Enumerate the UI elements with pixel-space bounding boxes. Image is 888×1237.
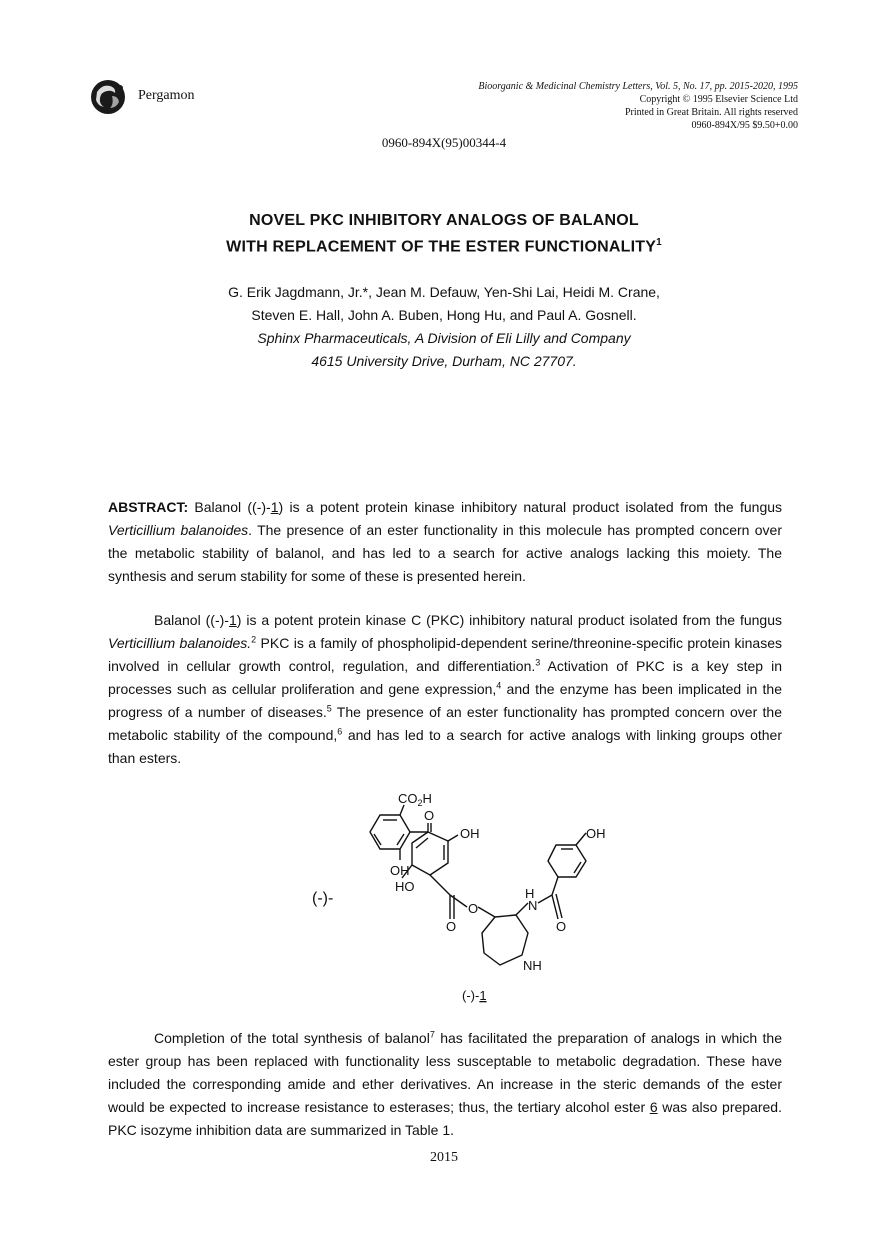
completion-text-1: Completion of the total synthesis of balanol xyxy=(154,1030,430,1046)
carbonyl-o: O xyxy=(446,919,457,934)
ho-lower: HO xyxy=(395,879,415,894)
page-number: 2015 xyxy=(430,1150,458,1165)
copyright-line: Copyright © 1995 Elsevier Science Ltd xyxy=(639,94,798,105)
author-block xyxy=(0,281,888,373)
issn-price: 0960-894X/95 $9.50+0.00 xyxy=(691,120,798,131)
intro-text-5: and the enzyme has been implicated in the progress of a number of diseases. xyxy=(108,681,782,720)
intro-text-2: ) is a potent protein kinase C (PKC) inhibitory natural product isolated from the fungus xyxy=(236,612,783,628)
intro-paragraph xyxy=(108,609,782,769)
co2h-label: $CO_2H$ xyxy=(398,791,432,808)
title-line-2-text: WITH REPLACEMENT OF THE ESTER FUNCTIONALITY xyxy=(226,238,657,256)
journal-info xyxy=(478,80,798,132)
intro-text-6: The presence of an ester functionality has prompted concern over the metabolic stability of the compound, xyxy=(108,704,782,743)
footnote-ref: 2 xyxy=(251,634,257,645)
azepane-ring xyxy=(482,915,528,965)
ester-o: O xyxy=(468,901,479,916)
amide-n: N xyxy=(528,898,538,913)
footnote-ref: 6 xyxy=(337,726,343,737)
pergamon-logo xyxy=(88,78,128,116)
footnote-ref: 7 xyxy=(429,1029,435,1040)
publisher-name: Pergamon xyxy=(138,88,195,103)
structure-prefix: (-)- xyxy=(312,890,334,907)
completion-text-3: was also prepared. PKC isozyme inhibition data are summarized in Table 1. xyxy=(108,1099,782,1138)
affiliation-line-1: Sphinx Pharmaceuticals, A Division of Eli Lilly and Company xyxy=(257,330,631,346)
intro-text-7: and has led to a search for active analogs with linking groups other than esters. xyxy=(108,727,782,766)
balanol-structure xyxy=(300,785,630,1015)
journal-citation: Bioorganic & Medicinal Chemistry Letters, Vol. 5, No. 17, pp. 2015-2020, 1995 xyxy=(478,81,798,92)
structure-caption: (-)-1 xyxy=(462,988,487,1003)
species-name: Verticillium balanoides xyxy=(108,522,249,538)
title-line-2 xyxy=(0,232,888,258)
authors-line-1: G. Erik Jagdmann, Jr.*, Jean M. Defauw, Yen-Shi Lai, Heidi M. Crane, xyxy=(228,284,660,300)
oh-left: OH xyxy=(390,863,410,878)
abstract-label: ABSTRACT: xyxy=(108,499,189,515)
phenol-oh: OH xyxy=(586,826,606,841)
authors-line-2: Steven E. Hall, John A. Buben, Hong Hu, and Paul A. Gosnell. xyxy=(251,307,637,323)
compound-ref: 1 xyxy=(228,612,237,628)
title-footnote: 1 xyxy=(656,237,662,248)
completion-paragraph xyxy=(108,1027,782,1143)
phenol-ring xyxy=(548,845,586,877)
species-name: Verticillium balanoides. xyxy=(108,635,252,651)
amide-h: H xyxy=(525,886,535,901)
footnote-ref: 4 xyxy=(496,680,502,691)
compound-ref: 1 xyxy=(270,499,279,515)
central-ring xyxy=(412,832,448,875)
intro-text-1: Balanol ((-)- xyxy=(154,612,229,628)
article-identifier: 0960-894X(95)00344-4 xyxy=(381,135,507,150)
oh-top: OH xyxy=(460,826,480,841)
title-line-1: NOVEL PKC INHIBITORY ANALOGS OF BALANOL xyxy=(249,212,639,229)
abstract-text-3: . The presence of an ester functionality in this molecule has prompted concern over the metabolic stability of balanol, and has led to a search for active analogs lacking this moiety. The synthesis and serum stability for some of these is presented herein. xyxy=(108,522,782,584)
footnote-ref: 3 xyxy=(535,657,541,668)
ring-nh: NH xyxy=(523,958,542,973)
abstract xyxy=(108,496,782,588)
affiliation-line-2: 4615 University Drive, Durham, NC 27707. xyxy=(311,353,577,369)
completion-text-2: has facilitated the preparation of analogs in which the ester group has been replaced with functionality less susceptable to metabolic degradation. These have included the corresponding amide and ether derivatives. An increase in the steric demands of the ester would be expected to increase resistance to esterases; thus, the tertiary alcohol ester xyxy=(108,1030,783,1115)
abstract-text-1: Balanol ((-)- xyxy=(194,499,271,515)
compound-ref: 6 xyxy=(649,1099,658,1115)
intro-text-3: PKC is a family of phospholipid-dependent serine/threonine-specific protein kinases involved in cellular growth control, regulation, and differentiation. xyxy=(108,635,782,674)
article-title xyxy=(0,210,888,258)
footnote-ref: 5 xyxy=(326,703,332,714)
printed-line: Printed in Great Britain. All rights reserved xyxy=(624,107,798,118)
abstract-text-2: ) is a potent protein kinase inhibitory natural product isolated from the fungus xyxy=(278,499,783,515)
ketone-o: O xyxy=(424,808,435,823)
intro-text-4: Activation of PKC is a key step in processes such as cellular proliferation and gene expression, xyxy=(108,658,783,697)
amide-o: O xyxy=(556,919,567,934)
